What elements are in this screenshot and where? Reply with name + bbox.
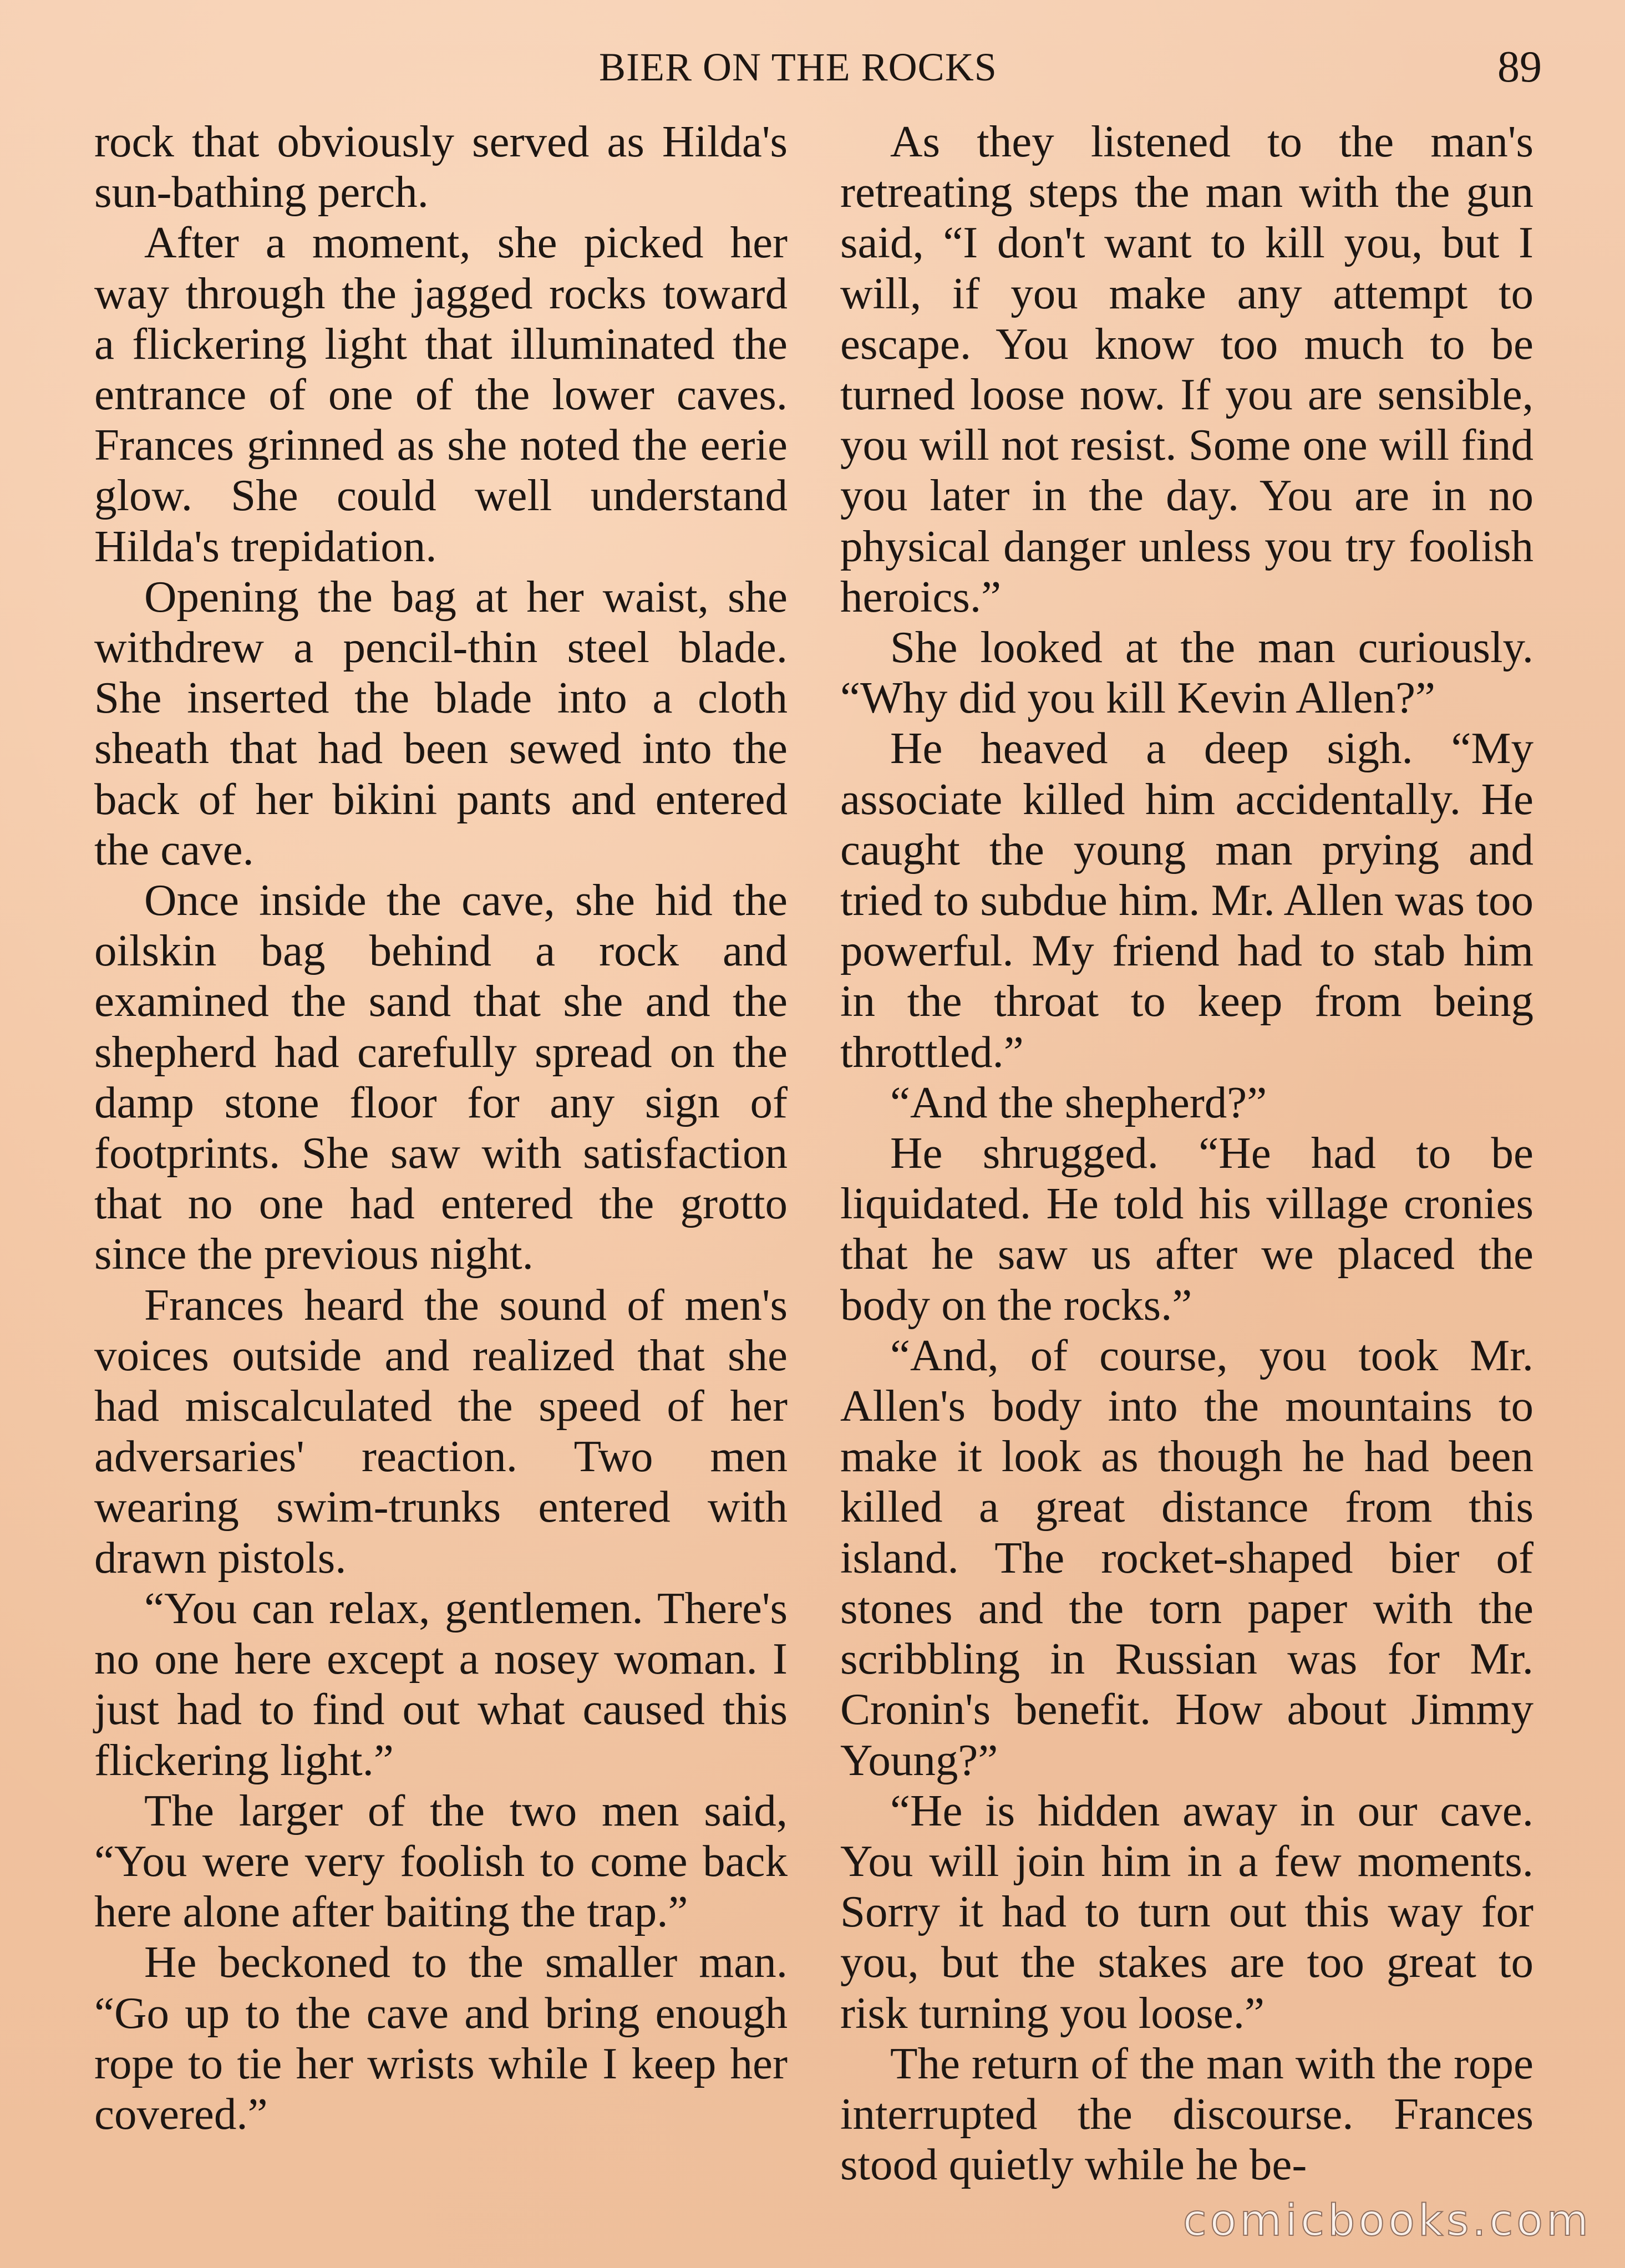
running-title: BIER ON THE ROCKS <box>599 45 997 89</box>
paragraph: Once inside the cave, she hid the oilskin bag behind a rock and examined the sand that she and the shepherd had carefully spread on the damp stone floor for any sign of footprints. She saw with satisfaction that no one had entered the grotto since the previous night. <box>94 875 788 1279</box>
paragraph: “He is hidden away in our cave. You will join him in a few moments. Sorry it had to turn out this way for you, but the stakes are too great to risk turning you loose.” <box>840 1785 1533 2038</box>
paragraph: The return of the man with the rope interrupted the discourse. Frances stood quietly while he be- <box>840 2038 1533 2190</box>
paragraph: Opening the bag at her waist, she withdrew a pencil-thin steel blade. She inserted the blade into a cloth sheath that had been sewed into the back of her bikini pants and entered the cave. <box>94 571 788 874</box>
paragraph: He shrugged. “He had to be liquidated. He told his village cronies that he saw us after we placed the body on the rocks.” <box>840 1128 1533 1330</box>
paragraph: “And the shepherd?” <box>890 1077 1267 1127</box>
paragraph: As they listened to the man's retreating steps the man with the gun said, “I don't want to kill you, but I will, if you make any attempt to escape. You know too much to be turned loose now. If you are sensible, you will not resist. Some one will find you later in the day. You are in no physical danger unless you try foolish heroics.” <box>840 116 1533 622</box>
paragraph: The larger of the two men said, “You were very foolish to come back here alone after baiting the trap.” <box>94 1785 788 1937</box>
left-column <box>94 116 788 2139</box>
paragraph: She looked at the man curiously. “Why did you kill Kevin Allen?” <box>840 622 1533 723</box>
page-header <box>0 44 1625 100</box>
paragraph: He beckoned to the smaller man. “Go up to the cave and bring enough rope to tie her wrists while I keep her covered.” <box>94 1937 788 2139</box>
paragraph: After a moment, she picked her way through the jagged rocks toward a flickering light that illuminated the entrance of one of the lower caves. Frances grinned as she noted the eerie glow. She could well understand Hilda's trepidation. <box>94 217 788 571</box>
watermark: comicbooks.com <box>1182 2196 1592 2246</box>
paragraph: “And, of course, you took Mr. Allen's body into the mountains to make it look as though he had been killed a great distance from this island. The rocket-shaped bier of stones and the torn paper with the scribbling in Russian was for Mr. Cronin's benefit. How about Jimmy Young?” <box>840 1330 1533 1785</box>
right-column <box>840 116 1533 2190</box>
paragraph: rock that obviously served as Hilda's sun-bathing perch. <box>94 116 788 217</box>
paragraph: “You can relax, gentlemen. There's no one here except a nosey woman. I just had to find out what caused this flickering light.” <box>94 1583 788 1785</box>
paragraph: Frances heard the sound of men's voices outside and realized that she had miscalculated the speed of her adversaries' reaction. Two men wearing swim-trunks entered with drawn pistols. <box>94 1279 788 1583</box>
paragraph: He heaved a deep sigh. “My associate killed him accidentally. He caught the young man prying and tried to subdue him. Mr. Allen was too powerful. My friend had to stab him in the throat to keep from being throttled.” <box>840 723 1533 1077</box>
page-number: 89 <box>1497 43 1542 91</box>
